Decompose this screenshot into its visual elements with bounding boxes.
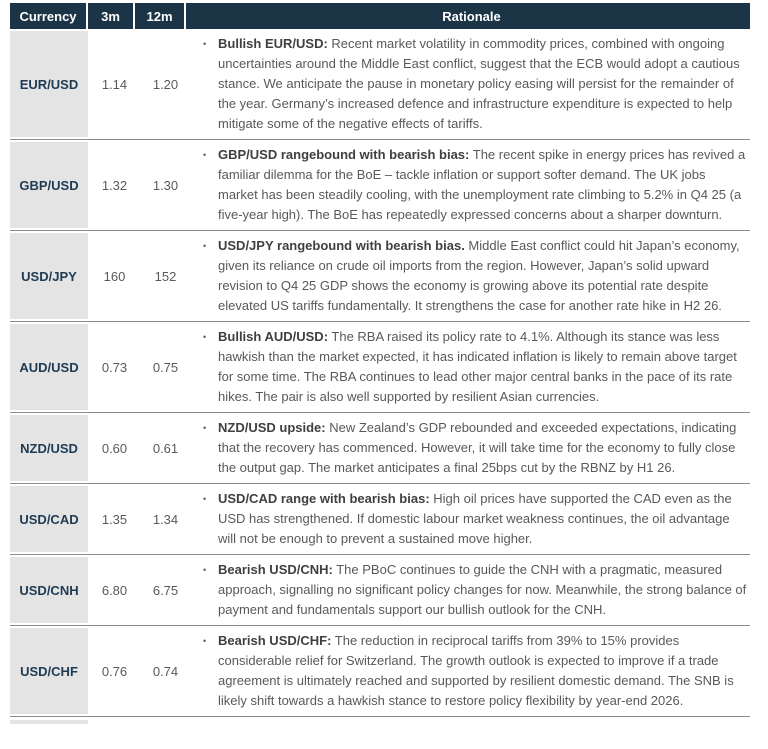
forecast-12m-value: 1.34 bbox=[152, 511, 179, 527]
rationale-body: New Zealand’s GDP rebounded and exceeded expectations, indicating that the recovery has commenced. However, it will take time for the economy to fully close the output gap. The market anticipates a final 25bps cut by the RBNZ by H1 26. bbox=[218, 420, 737, 475]
rationale-text bbox=[218, 236, 750, 316]
currency-pair-label: AUD/USD bbox=[10, 324, 88, 410]
rationale-cell bbox=[192, 31, 750, 137]
partial-next-row bbox=[10, 717, 750, 724]
forecast-3m-value: 6.80 bbox=[101, 582, 128, 598]
rationale-body: High oil prices have supported the CAD even as the USD has strengthened. If domestic labour market weakness continues, the oil advantage will not be enough to prevent a sustained move higher. bbox=[218, 491, 732, 546]
forecast-3m-value: 0.73 bbox=[101, 359, 128, 375]
rationale-body: The reduction in reciprocal tariffs from 39% to 15% provides considerable relief for Switzerland. The growth outlook is expected to improve if a trade agreement is ultimately reached and supported by resilient domestic demand. The SNB is likely shift towards a hawkish stance to restore policy flexibility by year-end 2026. bbox=[218, 633, 734, 708]
table-row-usdcnh bbox=[10, 555, 750, 626]
rationale-lead: Bullish EUR/USD: bbox=[218, 36, 328, 51]
currency-pair-label: USD/CHF bbox=[10, 628, 88, 714]
header-row bbox=[10, 3, 750, 29]
fx-forecast-table bbox=[10, 3, 750, 724]
rationale-text bbox=[218, 327, 750, 407]
table-row-eurusd bbox=[10, 29, 750, 140]
rationale-lead: USD/JPY rangebound with bearish bias. bbox=[218, 238, 465, 253]
forecast-3m-value: 1.35 bbox=[101, 511, 128, 527]
currency-pair-label: USD/JPY bbox=[10, 233, 88, 319]
table-row-usdjpy bbox=[10, 231, 750, 322]
rationale-lead: Bullish AUD/USD: bbox=[218, 329, 329, 344]
rationale-lead: GBP/USD rangebound with bearish bias: bbox=[218, 147, 470, 162]
currency-pair-label: GBP/USD bbox=[10, 142, 88, 228]
table-row-audusd bbox=[10, 322, 750, 413]
forecast-12m-value: 6.75 bbox=[152, 582, 179, 598]
rationale-cell bbox=[192, 486, 750, 552]
rationale-body: Recent market volatility in commodity prices, combined with ongoing uncertainties around the Middle East conflict, suggest that the ECB would adopt a cautious stance. We anticipate the pause in monetary policy easing will persist for the remainder of the year. Germany’s increased defence and infrastructure expenditure is expected to help mitigate some of the negative effects of tariffs. bbox=[218, 36, 740, 131]
bullet-marker: • bbox=[203, 39, 207, 49]
rationale-text bbox=[218, 489, 750, 549]
forecast-12m-value: 0.75 bbox=[152, 359, 179, 375]
forecast-12m-value: 0.74 bbox=[152, 663, 179, 679]
forecast-12m-value: 0.61 bbox=[152, 440, 179, 456]
rationale-cell bbox=[192, 233, 750, 319]
header-cell-rationale: Rationale bbox=[442, 8, 501, 24]
rationale-lead: NZD/USD upside: bbox=[218, 420, 326, 435]
bullet-marker: • bbox=[203, 636, 207, 646]
rationale-lead: Bearish USD/CNH: bbox=[218, 562, 333, 577]
header-cell-12m: 12m bbox=[135, 3, 186, 29]
rationale-text bbox=[218, 631, 750, 711]
rationale-body: The recent spike in energy prices has revived a familiar dilemma for the BoE – tackle inflation or support softer demand. The UK jobs market has been steadily cooling, with the unemployment rate climbing to 5.2% in Q4 25 (a five-year high). The BoE has repeatedly expressed concerns about a sharper downturn. bbox=[218, 147, 746, 222]
rationale-text bbox=[218, 418, 750, 478]
rationale-text bbox=[218, 560, 750, 620]
forecast-12m-value: 1.20 bbox=[152, 76, 179, 92]
forecast-3m-value: 1.32 bbox=[101, 177, 128, 193]
currency-pair-label: USD/CNH bbox=[10, 557, 88, 623]
rationale-body: The RBA raised its policy rate to 4.1%. Although its stance was less hawkish than the market expected, it has indicated inflation is likely to remain above target for some time. The RBA continues to lead other major central banks in the pace of its rate hikes. The pair is also well supported by resilient Asian currencies. bbox=[218, 329, 737, 404]
rationale-lead: USD/CAD range with bearish bias: bbox=[218, 491, 430, 506]
rationale-cell bbox=[192, 142, 750, 228]
rationale-cell bbox=[192, 628, 750, 714]
rationale-text bbox=[218, 145, 750, 225]
table-row-gbpusd bbox=[10, 140, 750, 231]
bullet-marker: • bbox=[203, 150, 207, 160]
forecast-3m-value: 0.60 bbox=[101, 440, 128, 456]
bullet-marker: • bbox=[203, 423, 207, 433]
rationale-body: The PBoC continues to guide the CNH with a pragmatic, measured approach, signalling no significant policy changes for now. Meanwhile, the strong balance of payment and fundamentals support our bullish outlook for the CNH. bbox=[218, 562, 747, 617]
header-cell-currency: Currency bbox=[10, 3, 88, 29]
rationale-cell bbox=[192, 324, 750, 410]
bullet-marker: • bbox=[203, 494, 207, 504]
bullet-marker: • bbox=[203, 241, 207, 251]
forecast-12m-value: 152 bbox=[154, 268, 177, 284]
currency-pair-label: USD/CAD bbox=[10, 486, 88, 552]
header-cell-3m: 3m bbox=[88, 3, 135, 29]
partial-currency-cell bbox=[10, 720, 88, 724]
table-row-usdchf bbox=[10, 626, 750, 717]
forecast-3m-value: 160 bbox=[103, 268, 126, 284]
forecast-3m-value: 0.76 bbox=[101, 663, 128, 679]
currency-pair-label: EUR/USD bbox=[10, 31, 88, 137]
rationale-cell bbox=[192, 415, 750, 481]
rationale-cell bbox=[192, 557, 750, 623]
forecast-12m-value: 1.30 bbox=[152, 177, 179, 193]
bullet-marker: • bbox=[203, 565, 207, 575]
table-row-usdcad bbox=[10, 484, 750, 555]
forecast-3m-value: 1.14 bbox=[101, 76, 128, 92]
bullet-marker: • bbox=[203, 332, 207, 342]
rationale-body: Middle East conflict could hit Japan’s economy, given its reliance on crude oil imports from the region. However, Japan’s solid upward revision to Q4 25 GDP shows the economy is growing above its potential rate despite elevated US tariffs fundamentally. It strengthens the case for another rate hike in H2 26. bbox=[218, 238, 740, 313]
rationale-text bbox=[218, 34, 750, 134]
currency-pair-label: NZD/USD bbox=[10, 415, 88, 481]
table-row-nzdusd bbox=[10, 413, 750, 484]
rationale-lead: Bearish USD/CHF: bbox=[218, 633, 332, 648]
